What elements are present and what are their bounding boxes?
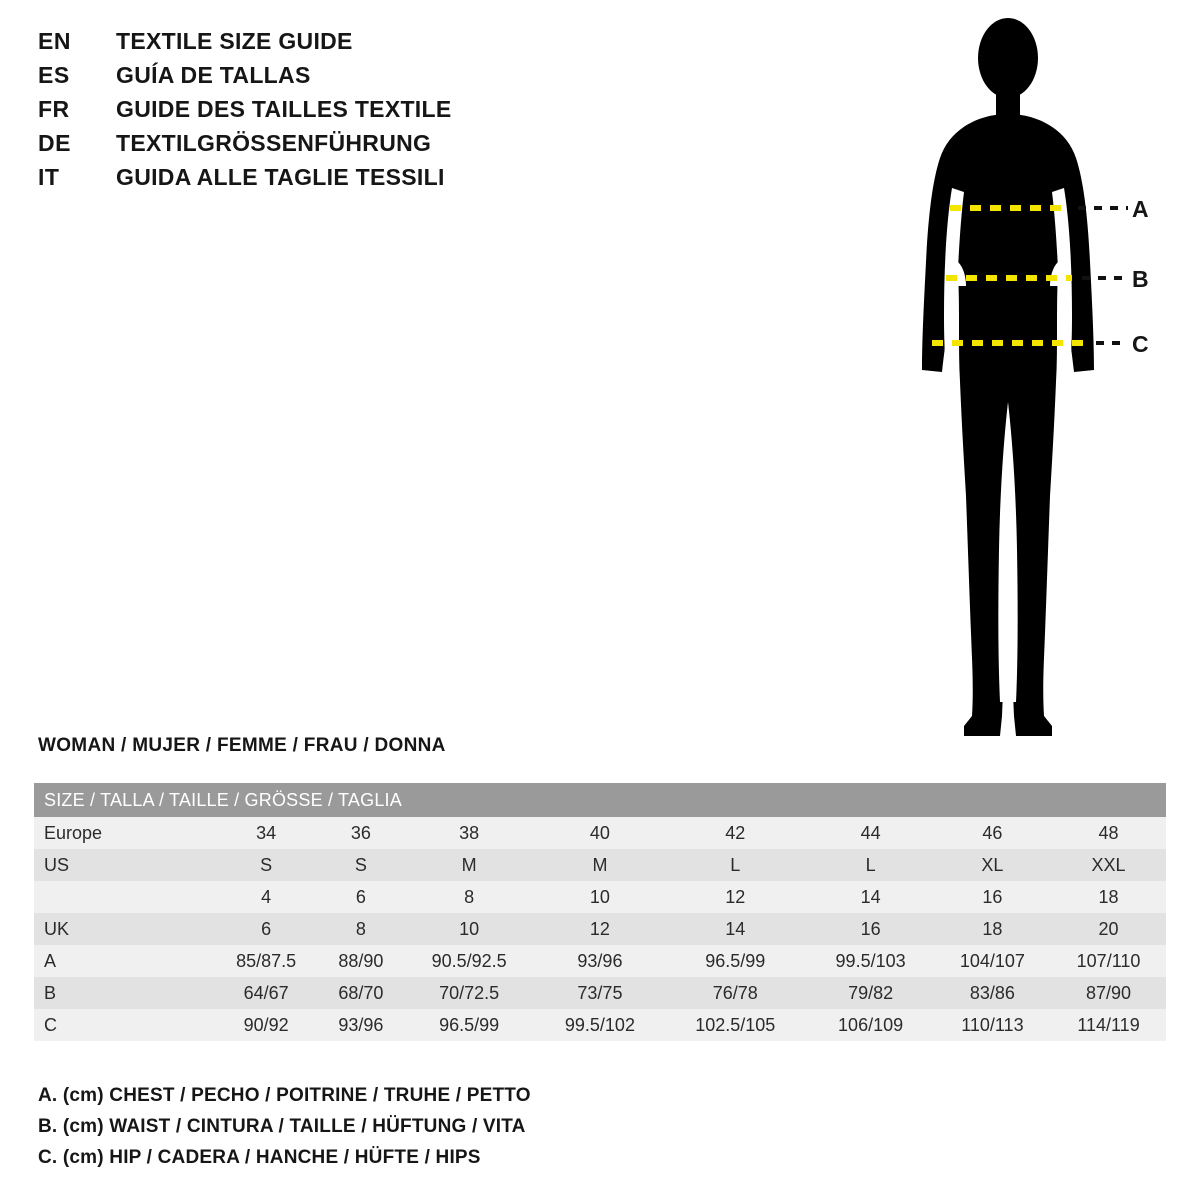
cell: 36 bbox=[320, 817, 401, 849]
cell: M bbox=[401, 849, 536, 881]
language-title: GUIDA ALLE TAGLIE TESSILI bbox=[116, 164, 445, 190]
cell: 85/87.5 bbox=[212, 945, 320, 977]
cell: 14 bbox=[807, 881, 933, 913]
cell: L bbox=[663, 849, 807, 881]
cell: 46 bbox=[934, 817, 1051, 849]
cell: 16 bbox=[934, 881, 1051, 913]
cell: 76/78 bbox=[663, 977, 807, 1009]
cell: 107/110 bbox=[1051, 945, 1166, 977]
cell: 20 bbox=[1051, 913, 1166, 945]
cell: 110/113 bbox=[934, 1009, 1051, 1041]
table-row bbox=[34, 817, 1166, 849]
cell: 90/92 bbox=[212, 1009, 320, 1041]
cell: 104/107 bbox=[934, 945, 1051, 977]
measurement-legend bbox=[38, 1085, 838, 1178]
cell: 48 bbox=[1051, 817, 1166, 849]
table-header-label: SIZE / TALLA / TAILLE / GRÖSSE / TAGLIA bbox=[34, 783, 1166, 817]
language-row bbox=[38, 96, 658, 130]
measurement-figure bbox=[860, 10, 1190, 760]
row-label: A bbox=[34, 945, 212, 977]
cell: 18 bbox=[934, 913, 1051, 945]
cell: 96.5/99 bbox=[663, 945, 807, 977]
cell: 16 bbox=[807, 913, 933, 945]
cell: 42 bbox=[663, 817, 807, 849]
cell: XXL bbox=[1051, 849, 1166, 881]
cell: 12 bbox=[537, 913, 663, 945]
cell: 96.5/99 bbox=[401, 1009, 536, 1041]
cell: L bbox=[807, 849, 933, 881]
cell: 83/86 bbox=[934, 977, 1051, 1009]
cell: 6 bbox=[320, 881, 401, 913]
language-title-list bbox=[38, 28, 658, 198]
cell: 114/119 bbox=[1051, 1009, 1166, 1041]
row-label: Europe bbox=[34, 817, 212, 849]
cell: 38 bbox=[401, 817, 536, 849]
table-row bbox=[34, 913, 1166, 945]
language-code: IT bbox=[38, 164, 60, 190]
table-row bbox=[34, 849, 1166, 881]
language-code: DE bbox=[38, 130, 71, 156]
cell: 6 bbox=[212, 913, 320, 945]
marker-label-b: B bbox=[1132, 266, 1149, 292]
row-label: B bbox=[34, 977, 212, 1009]
cell: 18 bbox=[1051, 881, 1166, 913]
table-row bbox=[34, 977, 1166, 1009]
cell: 93/96 bbox=[320, 1009, 401, 1041]
cell: 79/82 bbox=[807, 977, 933, 1009]
table-row bbox=[34, 881, 1166, 913]
cell: 10 bbox=[537, 881, 663, 913]
cell: S bbox=[212, 849, 320, 881]
legend-line-b: B. (cm) WAIST / CINTURA / TAILLE / HÜFTUNG / VITA bbox=[38, 1116, 526, 1137]
cell: XL bbox=[934, 849, 1051, 881]
cell: 44 bbox=[807, 817, 933, 849]
cell: 34 bbox=[212, 817, 320, 849]
cell: 14 bbox=[663, 913, 807, 945]
cell: 73/75 bbox=[537, 977, 663, 1009]
cell: 68/70 bbox=[320, 977, 401, 1009]
row-label bbox=[34, 881, 212, 913]
table-header-row bbox=[34, 783, 1166, 817]
cell: 87/90 bbox=[1051, 977, 1166, 1009]
language-code: ES bbox=[38, 62, 70, 88]
language-row bbox=[38, 62, 658, 96]
cell: 90.5/92.5 bbox=[401, 945, 536, 977]
language-row bbox=[38, 164, 658, 198]
cell: 4 bbox=[212, 881, 320, 913]
cell: 40 bbox=[537, 817, 663, 849]
cell: 70/72.5 bbox=[401, 977, 536, 1009]
row-label: C bbox=[34, 1009, 212, 1041]
size-table bbox=[34, 783, 1166, 1041]
marker-label-c: C bbox=[1132, 331, 1149, 357]
cell: 88/90 bbox=[320, 945, 401, 977]
row-label: US bbox=[34, 849, 212, 881]
cell: 8 bbox=[401, 881, 536, 913]
cell: 10 bbox=[401, 913, 536, 945]
row-label: UK bbox=[34, 913, 212, 945]
cell: 99.5/102 bbox=[537, 1009, 663, 1041]
language-title: GUIDE DES TAILLES TEXTILE bbox=[116, 96, 452, 122]
cell: 8 bbox=[320, 913, 401, 945]
language-title: TEXTILE SIZE GUIDE bbox=[116, 28, 353, 54]
cell: 12 bbox=[663, 881, 807, 913]
cell: M bbox=[537, 849, 663, 881]
section-caption: WOMAN / MUJER / FEMME / FRAU / DONNA bbox=[38, 735, 446, 756]
legend-line-c: C. (cm) HIP / CADERA / HANCHE / HÜFTE / HIPS bbox=[38, 1147, 481, 1168]
language-title: TEXTILGRÖSSENFÜHRUNG bbox=[116, 130, 432, 156]
language-title: GUÍA DE TALLAS bbox=[116, 62, 311, 88]
cell: 102.5/105 bbox=[663, 1009, 807, 1041]
woman-silhouette-icon bbox=[860, 10, 1190, 760]
marker-label-a: A bbox=[1132, 196, 1149, 222]
legend-line-a: A. (cm) CHEST / PECHO / POITRINE / TRUHE / PETTO bbox=[38, 1085, 531, 1106]
cell: 93/96 bbox=[537, 945, 663, 977]
language-code: EN bbox=[38, 28, 71, 54]
language-row bbox=[38, 28, 658, 62]
language-row bbox=[38, 130, 658, 164]
cell: 99.5/103 bbox=[807, 945, 933, 977]
table-row bbox=[34, 945, 1166, 977]
cell: 64/67 bbox=[212, 977, 320, 1009]
cell: 106/109 bbox=[807, 1009, 933, 1041]
table-row bbox=[34, 1009, 1166, 1041]
language-code: FR bbox=[38, 96, 70, 122]
cell: S bbox=[320, 849, 401, 881]
